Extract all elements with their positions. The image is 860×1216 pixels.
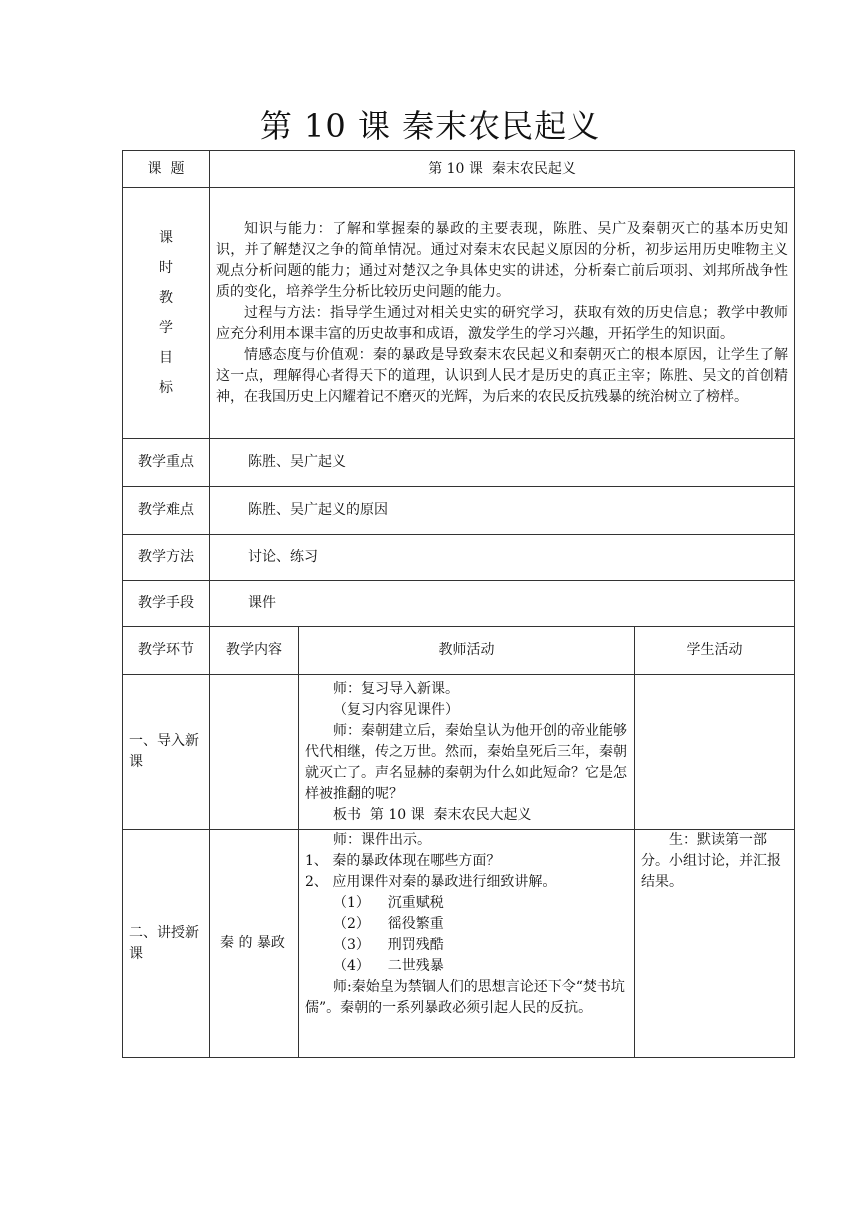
- teacher-line: （4） 二世残暴: [333, 958, 444, 974]
- objectives-row: [123, 188, 795, 439]
- stage-row-intro: [123, 675, 795, 830]
- means-label: 教学手段: [123, 581, 210, 627]
- key-point-label: 教学重点: [123, 439, 210, 487]
- teacher-line: 师：秦朝建立后，秦始皇认为他开创的帝业能够代代相继，传之万世。然而，秦始皇死后三年，秦朝就灭亡了。声名显赫的秦朝为什么如此短命？它是怎样被推翻的呢？: [305, 722, 627, 802]
- method-row: [123, 535, 795, 581]
- means-row: [123, 581, 795, 627]
- objectives-label-char: 课: [159, 230, 173, 246]
- student-activity: [635, 675, 795, 830]
- teacher-line: 2、 应用课件对秦的暴政进行细致讲解。: [305, 874, 557, 890]
- teacher-line: （1） 沉重赋税: [333, 895, 444, 911]
- page-title: 第 10 课 秦末农民起义: [259, 107, 601, 145]
- stage-row-teach: [123, 830, 795, 1058]
- stage-label: 二、讲授新课: [123, 830, 210, 1058]
- objective-attitude: 情感态度与价值观：秦的暴政是导致秦末农民起义和秦朝灭亡的根本原因，让学生了解这一点，理解得心者得天下的道理，认识到人民才是历史的真正主宰；陈胜、吴文的首创精神，在我国历史上闪耀着记不磨灭的光辉，为后来的农民反抗残暴的统治树立了榜样。: [216, 346, 789, 405]
- stage-label: 一、导入新课: [123, 675, 210, 830]
- column-header-stage: 教学环节: [123, 627, 210, 675]
- difficulty-label: 教学难点: [123, 487, 210, 535]
- teacher-line: （复习内容见课件）: [333, 701, 459, 718]
- means-value: 课件: [210, 581, 795, 627]
- student-activity-text: 生：默读第一部分。小组讨论，并汇报结果。: [641, 832, 781, 890]
- objectives-label-char: 学: [159, 320, 173, 336]
- topic-label: 课 题: [123, 151, 210, 188]
- column-header-row: [123, 627, 795, 675]
- difficulty-value: 陈胜、吴广起义的原因: [210, 487, 795, 535]
- objectives-label-char: 教: [159, 290, 173, 306]
- objectives-label: [123, 188, 210, 439]
- objectives-label-char: 时: [159, 260, 173, 276]
- difficulty-row: [123, 487, 795, 535]
- teacher-line: 师：课件出示。: [333, 832, 431, 848]
- method-label: 教学方法: [123, 535, 210, 581]
- teacher-line: （3） 刑罚残酷: [333, 937, 444, 953]
- topic-row: [123, 151, 795, 188]
- objectives-text: [210, 188, 795, 439]
- objectives-label-char: 目: [159, 350, 173, 366]
- lesson-plan-table: [122, 150, 795, 1058]
- objective-knowledge: 知识与能力：了解和掌握秦的暴政的主要表现，陈胜、吴广及秦朝灭亡的基本历史知识，并了解楚汉之争的简单情况。通过对秦末农民起义原因的分析，初步运用历史唯物主义观点分析问题的能力；通过对楚汉之争具体史实的讲述，分析秦亡前后项羽、刘邦所战争性质的变化，培养学生分析比较历史问题的能力。: [216, 220, 789, 300]
- teacher-line: 板书 第 10 课 秦末农民大起义: [333, 806, 532, 823]
- teacher-line: 师:秦始皇为禁锢人们的思想言论还下令“焚书坑儒”。秦朝的一系列暴政必须引起人民的反抗。: [305, 979, 625, 1016]
- key-point-row: [123, 439, 795, 487]
- topic-value: 第 10 课 秦末农民起义: [210, 151, 795, 188]
- column-header-student: 学生活动: [635, 627, 795, 675]
- student-activity: [635, 830, 795, 1058]
- teacher-line: 师：复习导入新课。: [333, 680, 459, 697]
- column-header-content: 教学内容: [210, 627, 299, 675]
- method-value: 讨论、练习: [210, 535, 795, 581]
- column-header-teacher: 教师活动: [299, 627, 635, 675]
- teacher-line: （2） 徭役繁重: [333, 916, 444, 932]
- stage-content: [210, 675, 299, 830]
- objectives-label-char: 标: [159, 380, 173, 396]
- teacher-activity: [299, 830, 635, 1058]
- key-point-value: 陈胜、吴广起义: [210, 439, 795, 487]
- teacher-activity: [299, 675, 635, 830]
- teacher-line: 1、 秦的暴政体现在哪些方面？: [305, 853, 501, 869]
- objective-process: 过程与方法：指导学生通过对相关史实的研究学习，获取有效的历史信息；教学中教师应充分利用本课丰富的历史故事和成语，激发学生的学习兴趣，开拓学生的知识面。: [216, 304, 789, 342]
- stage-content: 秦 的 暴政: [210, 830, 299, 1058]
